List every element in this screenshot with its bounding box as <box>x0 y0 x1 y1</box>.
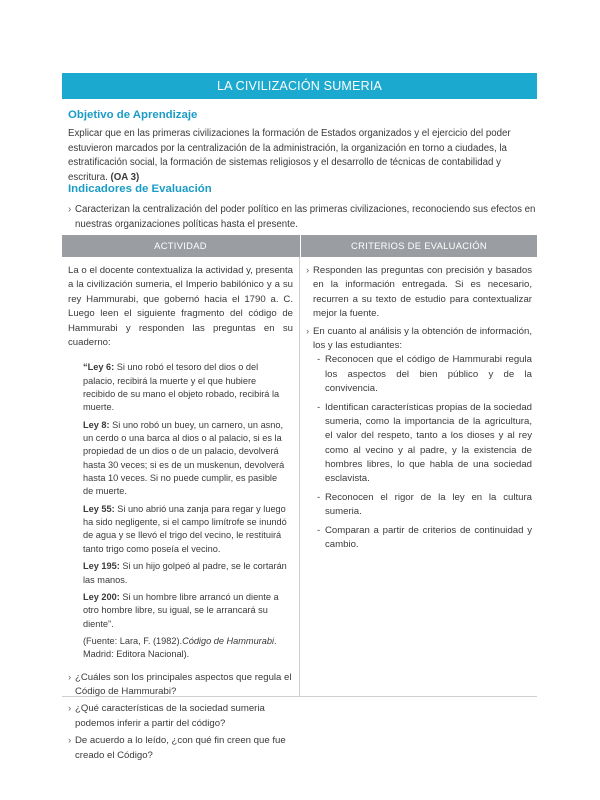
law-label: Ley 200: <box>83 591 120 602</box>
law-item <box>83 361 287 414</box>
activity-table <box>62 235 537 761</box>
column-header-activity: ACTIVIDAD <box>154 240 207 251</box>
law-item <box>83 560 287 587</box>
law-label: Ley 55: <box>83 503 115 514</box>
law-text: Si uno abrió una zanja para regar y luego ha sido negligente, si el campo limítrofe se inundó de agua y se llevó el trigo del vecino, le restituirá tanto trigo como poseía el vecino. <box>83 503 287 554</box>
criteria-item-text: En cuanto al análisis y la obtención de información, los y las estudiantes: <box>313 325 532 351</box>
law-text: Si un hijo golpeó al padre, se le cortarán las manos. <box>83 561 287 585</box>
activity-intro: La o el docente contextualiza la actividad y, presenta a la civilización sumeria, el Imperio babilónico y a su rey Hammurabi, que gobernó hacia el 1790 a. C. Luego leen el siguiente fragmento del código de Hammurabi y responden las preguntas en su cuaderno: <box>68 265 293 348</box>
column-header-criteria: CRITERIOS DE EVALUACIÓN <box>300 235 537 257</box>
source-suffix: . Madrid: Editora Nacional). <box>83 635 277 660</box>
indicators-list <box>68 203 536 232</box>
criteria-subitem: - Reconocen el rigor de la ley en la cultura sumeria. <box>317 491 532 520</box>
law-label: Ley 195: <box>83 561 120 572</box>
criteria-subitem: - Reconocen que el código de Hammurabi regula los aspectos del bien público y de la convivencia. <box>317 353 532 396</box>
law-label: “Ley 6: <box>83 362 115 373</box>
indicators-heading: Indicadores de Evaluación <box>68 183 212 195</box>
law-text: Si uno robó un buey, un carnero, un asno, un cerdo o una barca al dios o al palacio, si es la propiedad de un dios o de un palacio, devolverá hasta 30 veces; si es de un muskenun, devolverá hasta 10 veces. Si no puede cumplir, es pasible de muerte. <box>83 419 285 497</box>
law-item <box>83 419 287 499</box>
source-prefix: (Fuente: Lara, F. (1982). <box>83 635 183 646</box>
activity-column <box>68 264 293 766</box>
criteria-subitem: - Comparan a partir de criterios de continuidad y cambio. <box>317 524 532 553</box>
criteria-subitem: - Identifican características propias de la sociedad sumeria, como la importancia de la agricultura, el valor del respeto, tanto a los dioses y al rey como al vecino y al padre, y la existencia de hombres libres, lo que habla de una sociedad esclavista. <box>317 401 532 487</box>
table-header <box>62 235 537 257</box>
question-item: › ¿Qué características de la sociedad sumeria podemos inferir a partir del código? <box>68 702 293 731</box>
page-title: LA CIVILIZACIÓN SUMERIA <box>62 73 537 99</box>
law-item <box>83 591 287 631</box>
criteria-list <box>306 264 532 552</box>
criteria-sublist <box>317 353 532 552</box>
column-divider <box>299 257 300 697</box>
objective-body: Explicar que en las primeras civilizaciones la formación de Estados organizados y el ejercicio del poder estuvieron marcados por la centralización de la administración, la organización en torno a ciudades, la estratificación social, la formación de sistemas religiosos y el desarrollo de técnicas de contabilidad y escritura. <box>68 128 511 184</box>
source-title: Código de Hammurabi <box>182 635 274 646</box>
source-citation <box>83 635 287 662</box>
objective-code: (OA 3) <box>110 172 140 184</box>
indicator-item: › Caracterizan la centralización del poder político en las primeras civilizaciones, reconociendo sus efectos en nuestras organizaciones políticas hasta el presente. <box>68 203 536 232</box>
criteria-item <box>306 325 532 553</box>
law-text: Si uno robó el tesoro del dios o del palacio, recibirá la muerte y el que hubiere recibido de su mano el objeto robado, recibirá la muerte. <box>83 362 280 413</box>
question-list <box>68 671 293 763</box>
objective-heading: Objetivo de Aprendizaje <box>68 109 198 121</box>
law-text: Si un hombre libre arrancó un diente a otro hombre libre, su igual, se le arrancará su diente”. <box>83 591 279 629</box>
law-excerpt <box>83 361 287 661</box>
law-label: Ley 8: <box>83 419 110 430</box>
criteria-item: › Responden las preguntas con precisión y basados en la información entregada. Si es necesario, recurren a su texto de estudio para contextualizar mejor la fuente. <box>306 264 532 322</box>
question-item: › De acuerdo a lo leído, ¿con qué fin creen que fue creado el Código? <box>68 734 293 763</box>
criteria-column <box>306 264 532 556</box>
objective-text <box>68 127 536 186</box>
law-item <box>83 503 287 556</box>
question-item: › ¿Cuáles son los principales aspectos que regula el Código de Hammurabi? <box>68 671 293 700</box>
